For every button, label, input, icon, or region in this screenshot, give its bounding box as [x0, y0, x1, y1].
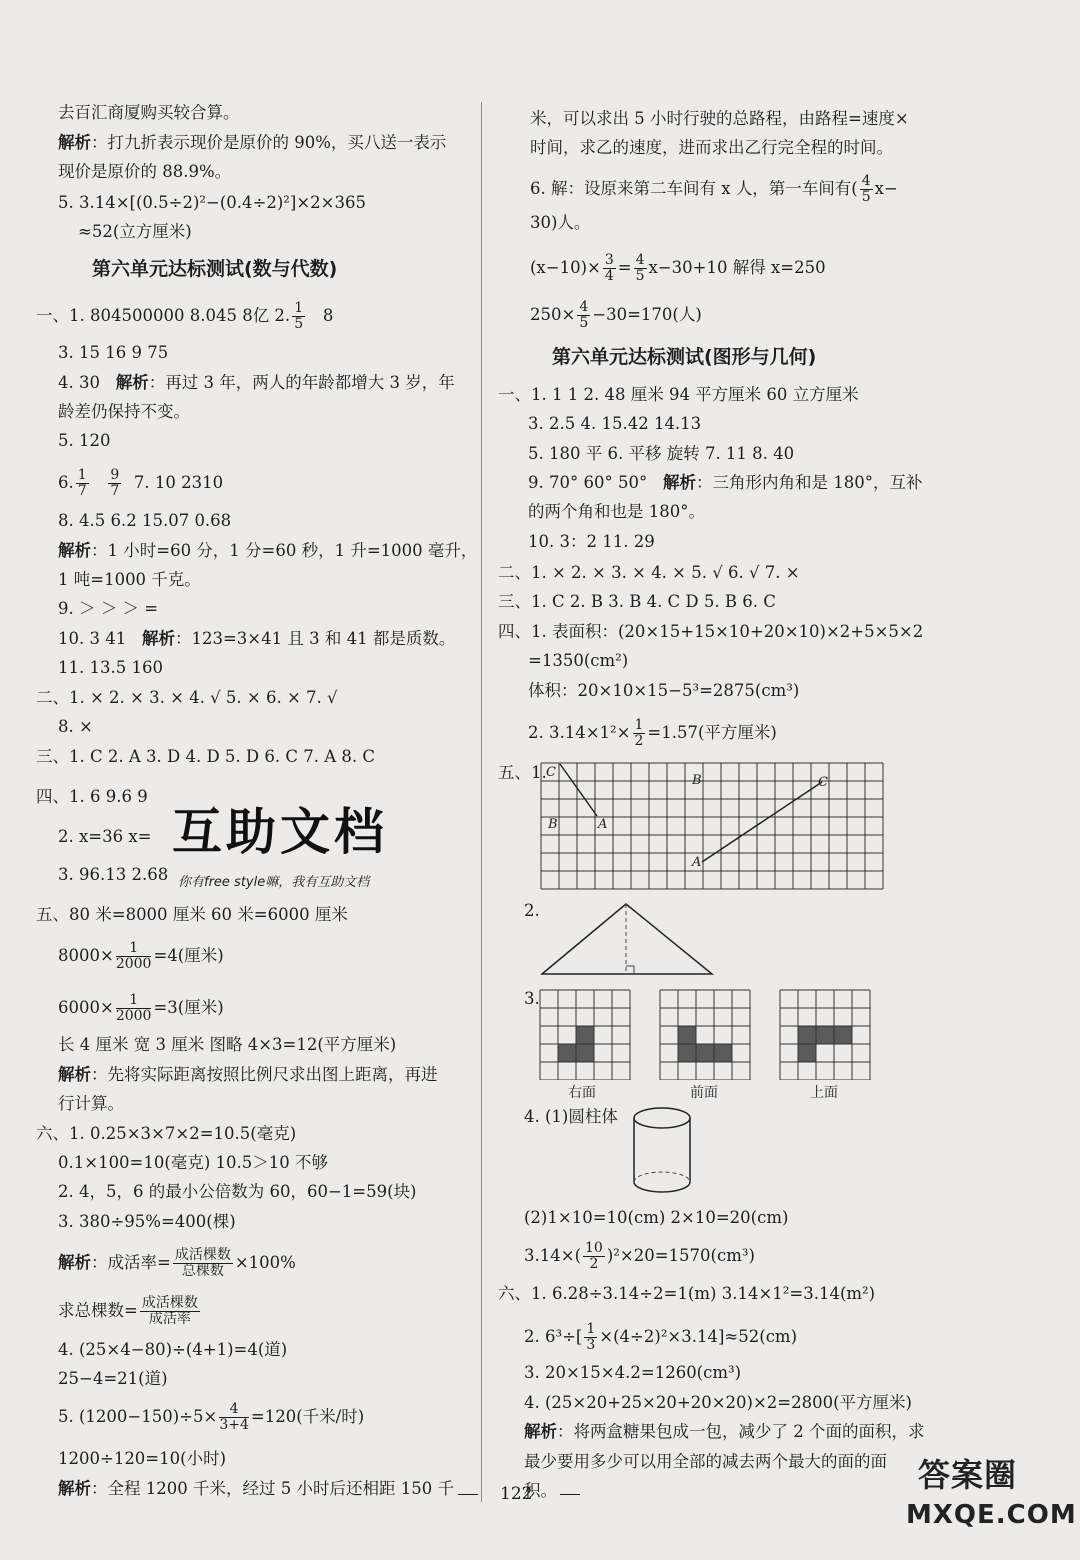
answer-line: 3. 2.5 4. 15.42 14.13	[528, 414, 702, 433]
answer-line: 5. (1200−150)÷5× $\frac{4}{3+4}$ =120(千米/时)	[58, 1401, 365, 1433]
answer-line: 3. 20×15×4.2=1260(cm³)	[524, 1363, 742, 1382]
answer-line: 11. 13.5 160	[58, 658, 163, 677]
column-divider	[481, 102, 482, 1502]
shaded-cell	[696, 1044, 714, 1062]
page-number-dash-right	[560, 1494, 580, 1495]
answer-line: 一、1. 1 1 2. 48 厘米 94 平方厘米 60 立方厘米	[498, 385, 859, 404]
text-line: 250× $\frac{4}{5}$ −30=170(人)	[530, 299, 702, 331]
shaded-cell	[576, 1044, 594, 1062]
answer-line: 四、1. 6 9.6 9	[36, 787, 148, 806]
shaded-cell	[714, 1044, 732, 1062]
text-line: 解析：打九折表示现价是原价的 90%，买八送一表示	[58, 133, 447, 152]
answer-line: 六、1. 6.28÷3.14÷2=1(m) 3.14×1²=3.14(m²)	[498, 1284, 876, 1303]
answer-line: 解析：全程 1200 千米，经过 5 小时后还相距 150 千	[58, 1479, 454, 1498]
answer-line: 8000× $\frac{1}{2000}$ =4(厘米)	[58, 940, 224, 972]
point-label-c: C	[546, 765, 556, 780]
point-label-a: A	[598, 817, 608, 832]
answer-line: 龄差仍保持不变。	[58, 402, 190, 421]
shaded-cell	[834, 1026, 852, 1044]
point-label-a2: A	[692, 855, 702, 870]
answer-line: 最少要用多少可以用全部的减去两个最大的面的面	[524, 1452, 887, 1471]
triangle-figure	[540, 900, 720, 980]
answer-line: 五、1.	[498, 763, 547, 782]
answer-line: 5. 180 平 6. 平移 旋转 7. 11 8. 40	[528, 444, 795, 463]
answer-line: 3.14×( $\frac{10}{2}$ )²×20=1570(cm³)	[524, 1240, 755, 1272]
answer-line: 体积：20×10×15−5³=2875(cm³)	[528, 681, 800, 700]
answer-line: 10. 3 41 解析：123=3×41 且 3 和 41 都是质数。	[58, 629, 456, 648]
answer-line: 9. 70° 60° 50° 解析：三角形内角和是 180°，互补	[528, 473, 923, 492]
answer-line: 解析：先将实际距离按照比例尺求出图上距离，再进	[58, 1065, 438, 1084]
answer-line: 9. ＞ ＞ ＞ =	[58, 599, 159, 618]
view-label: 前面	[690, 1085, 718, 1101]
answer-line: 5. 120	[58, 431, 111, 450]
shaded-cell	[576, 1026, 594, 1044]
answer-line: 解析：成活率= $\frac{\text{成活棵数}}{\text{总棵数}}$ ×100%	[58, 1247, 296, 1279]
views-figure	[538, 988, 918, 1080]
answer-line: 四、1. 表面积：(20×15+15×10+20×10)×2+5×5×2	[498, 622, 924, 641]
answer-line: 解析：1 小时=60 分，1 分=60 秒，1 升=1000 毫升，	[58, 541, 478, 560]
answer-line: 25−4=21(道)	[58, 1369, 168, 1388]
answer-line: 2.	[524, 901, 540, 920]
answer-line: 六、1. 0.25×3×7×2=10.5(毫克)	[36, 1124, 297, 1143]
answer-line: 一、1. 804500000 8.045 8亿 2. $\frac{1}{5}$ 8	[36, 300, 334, 332]
right-view-grid	[540, 990, 630, 1080]
answer-line: 2. 6³÷[ $\frac{1}{3}$ ×(4÷2)²×3.14]≈52(cm)	[524, 1321, 798, 1353]
view-label: 上面	[810, 1085, 838, 1101]
answer-line: 4. (1)圆柱体	[524, 1107, 618, 1126]
text-line: 米，可以求出 5 小时行驶的总路程，由路程=速度×	[530, 109, 909, 128]
cylinder-figure	[630, 1104, 694, 1196]
answer-line: 3. 380÷95%=400(棵)	[58, 1212, 236, 1231]
text-line: 6. 解：设原来第二车间有 x 人，第一车间有( $\frac{4}{5}$ x−	[530, 173, 898, 205]
answer-line: 1 吨=1000 千克。	[58, 570, 201, 589]
answer-line: 8. ×	[58, 717, 93, 736]
shaded-cell	[678, 1026, 696, 1044]
top-view-grid	[780, 990, 870, 1080]
grid-lines	[541, 763, 883, 889]
answer-line: 的两个角和也是 180°。	[528, 502, 705, 521]
text-line: 5. 3.14×[(0.5÷2)²−(0.4÷2)²]×2×365	[58, 193, 366, 212]
answer-line: 解析：将两盒糖果包成一包，减少了 2 个面的面积，求	[524, 1422, 925, 1441]
point-label-c2: C	[818, 775, 828, 790]
answer-line: 长 4 厘米 宽 3 厘米 图略 4×3=12(平方厘米)	[58, 1035, 397, 1054]
segment-ac	[702, 782, 822, 862]
answer-line: 二、1. × 2. × 3. × 4. × 5. √ 6. √ 7. ×	[498, 563, 800, 582]
answer-line: 求总棵数= $\frac{\text{成活棵数}}{\text{成活率}}$	[58, 1295, 198, 1327]
answer-line: 4. (25×20+25×20+20×20)×2=2800(平方厘米)	[524, 1393, 912, 1412]
corner-watermark-url: MXQE.COM	[906, 1500, 1077, 1530]
text-line: 30)人。	[530, 213, 591, 232]
section-title: 第六单元达标测试(图形与几何)	[552, 346, 817, 368]
answer-line: (2)1×10=10(cm) 2×10=20(cm)	[524, 1208, 789, 1227]
answer-line: 6. $\frac{1}{7}$ $\frac{9}{7}$ 7. 10 2310	[58, 467, 224, 499]
answer-line: 行计算。	[58, 1094, 124, 1113]
shaded-cell	[798, 1026, 816, 1044]
shaded-cell	[678, 1044, 696, 1062]
watermark-logo: 互助文档	[172, 803, 388, 861]
answer-line: 五、80 米=8000 厘米 60 米=6000 厘米	[36, 905, 348, 924]
answer-line: 3.	[524, 989, 540, 1008]
text-line: (x−10)× $\frac{3}{4}$ = $\frac{4}{5}$ x−30+10 解得 x=250	[530, 252, 826, 284]
front-view-grid	[660, 990, 750, 1080]
segment-cba	[560, 764, 597, 816]
corner-watermark: 答案圈	[918, 1456, 1018, 1494]
answer-line: 2. 4，5，6 的最小公倍数为 60，60−1=59(块)	[58, 1182, 417, 1201]
page-number-dash-left	[458, 1494, 478, 1495]
answer-line: 8. 4.5 6.2 15.07 0.68	[58, 511, 232, 530]
page-number: 122	[500, 1484, 533, 1504]
point-label-b: B	[548, 817, 558, 832]
answer-line: 3. 96.13 2.68	[58, 865, 169, 884]
text-line: 现价是原价的 88.9%。	[58, 162, 232, 181]
grid-figure	[540, 762, 890, 890]
answer-line: 积。	[524, 1481, 557, 1500]
answer-line: 2. 3.14×1²× $\frac{1}{2}$ =1.57(平方厘米)	[528, 717, 777, 749]
watermark-slogan: 你有free style嘛，我有互助文档	[178, 875, 370, 890]
section-title: 第六单元达标测试(数与代数)	[92, 258, 338, 280]
answer-line: =1350(cm²)	[528, 651, 629, 670]
answer-line: 4. 30 解析：再过 3 年，两人的年龄都增大 3 岁，年	[58, 373, 455, 392]
shaded-cell	[558, 1044, 576, 1062]
answer-line: 10. 3：2 11. 29	[528, 532, 655, 551]
text-line: 时间，求乙的速度，进而求出乙行完全程的时间。	[530, 138, 893, 157]
answer-line: 0.1×100=10(毫克) 10.5＞10 不够	[58, 1153, 328, 1172]
answer-line: 6000× $\frac{1}{2000}$ =3(厘米)	[58, 992, 224, 1024]
point-label-b2: B	[692, 773, 702, 788]
answer-line: 2. x=36 x=	[58, 827, 152, 846]
answer-line: 二、1. × 2. × 3. × 4. √ 5. × 6. × 7. √	[36, 688, 338, 707]
answer-line: 三、1. C 2. B 3. B 4. C D 5. B 6. C	[498, 592, 776, 611]
answer-line: 1200÷120=10(小时)	[58, 1449, 227, 1468]
view-label: 右面	[568, 1085, 596, 1101]
text-line: 去百汇商厦购买较合算。	[58, 103, 240, 122]
answer-line: 3. 15 16 9 75	[58, 343, 169, 362]
shaded-cell	[816, 1026, 834, 1044]
text-line: ≈52(立方厘米)	[78, 222, 192, 241]
shaded-cell	[798, 1044, 816, 1062]
answer-line: 三、1. C 2. A 3. D 4. D 5. D 6. C 7. A 8. C	[36, 747, 376, 766]
answer-line: 4. (25×4−80)÷(4+1)=4(道)	[58, 1340, 288, 1359]
